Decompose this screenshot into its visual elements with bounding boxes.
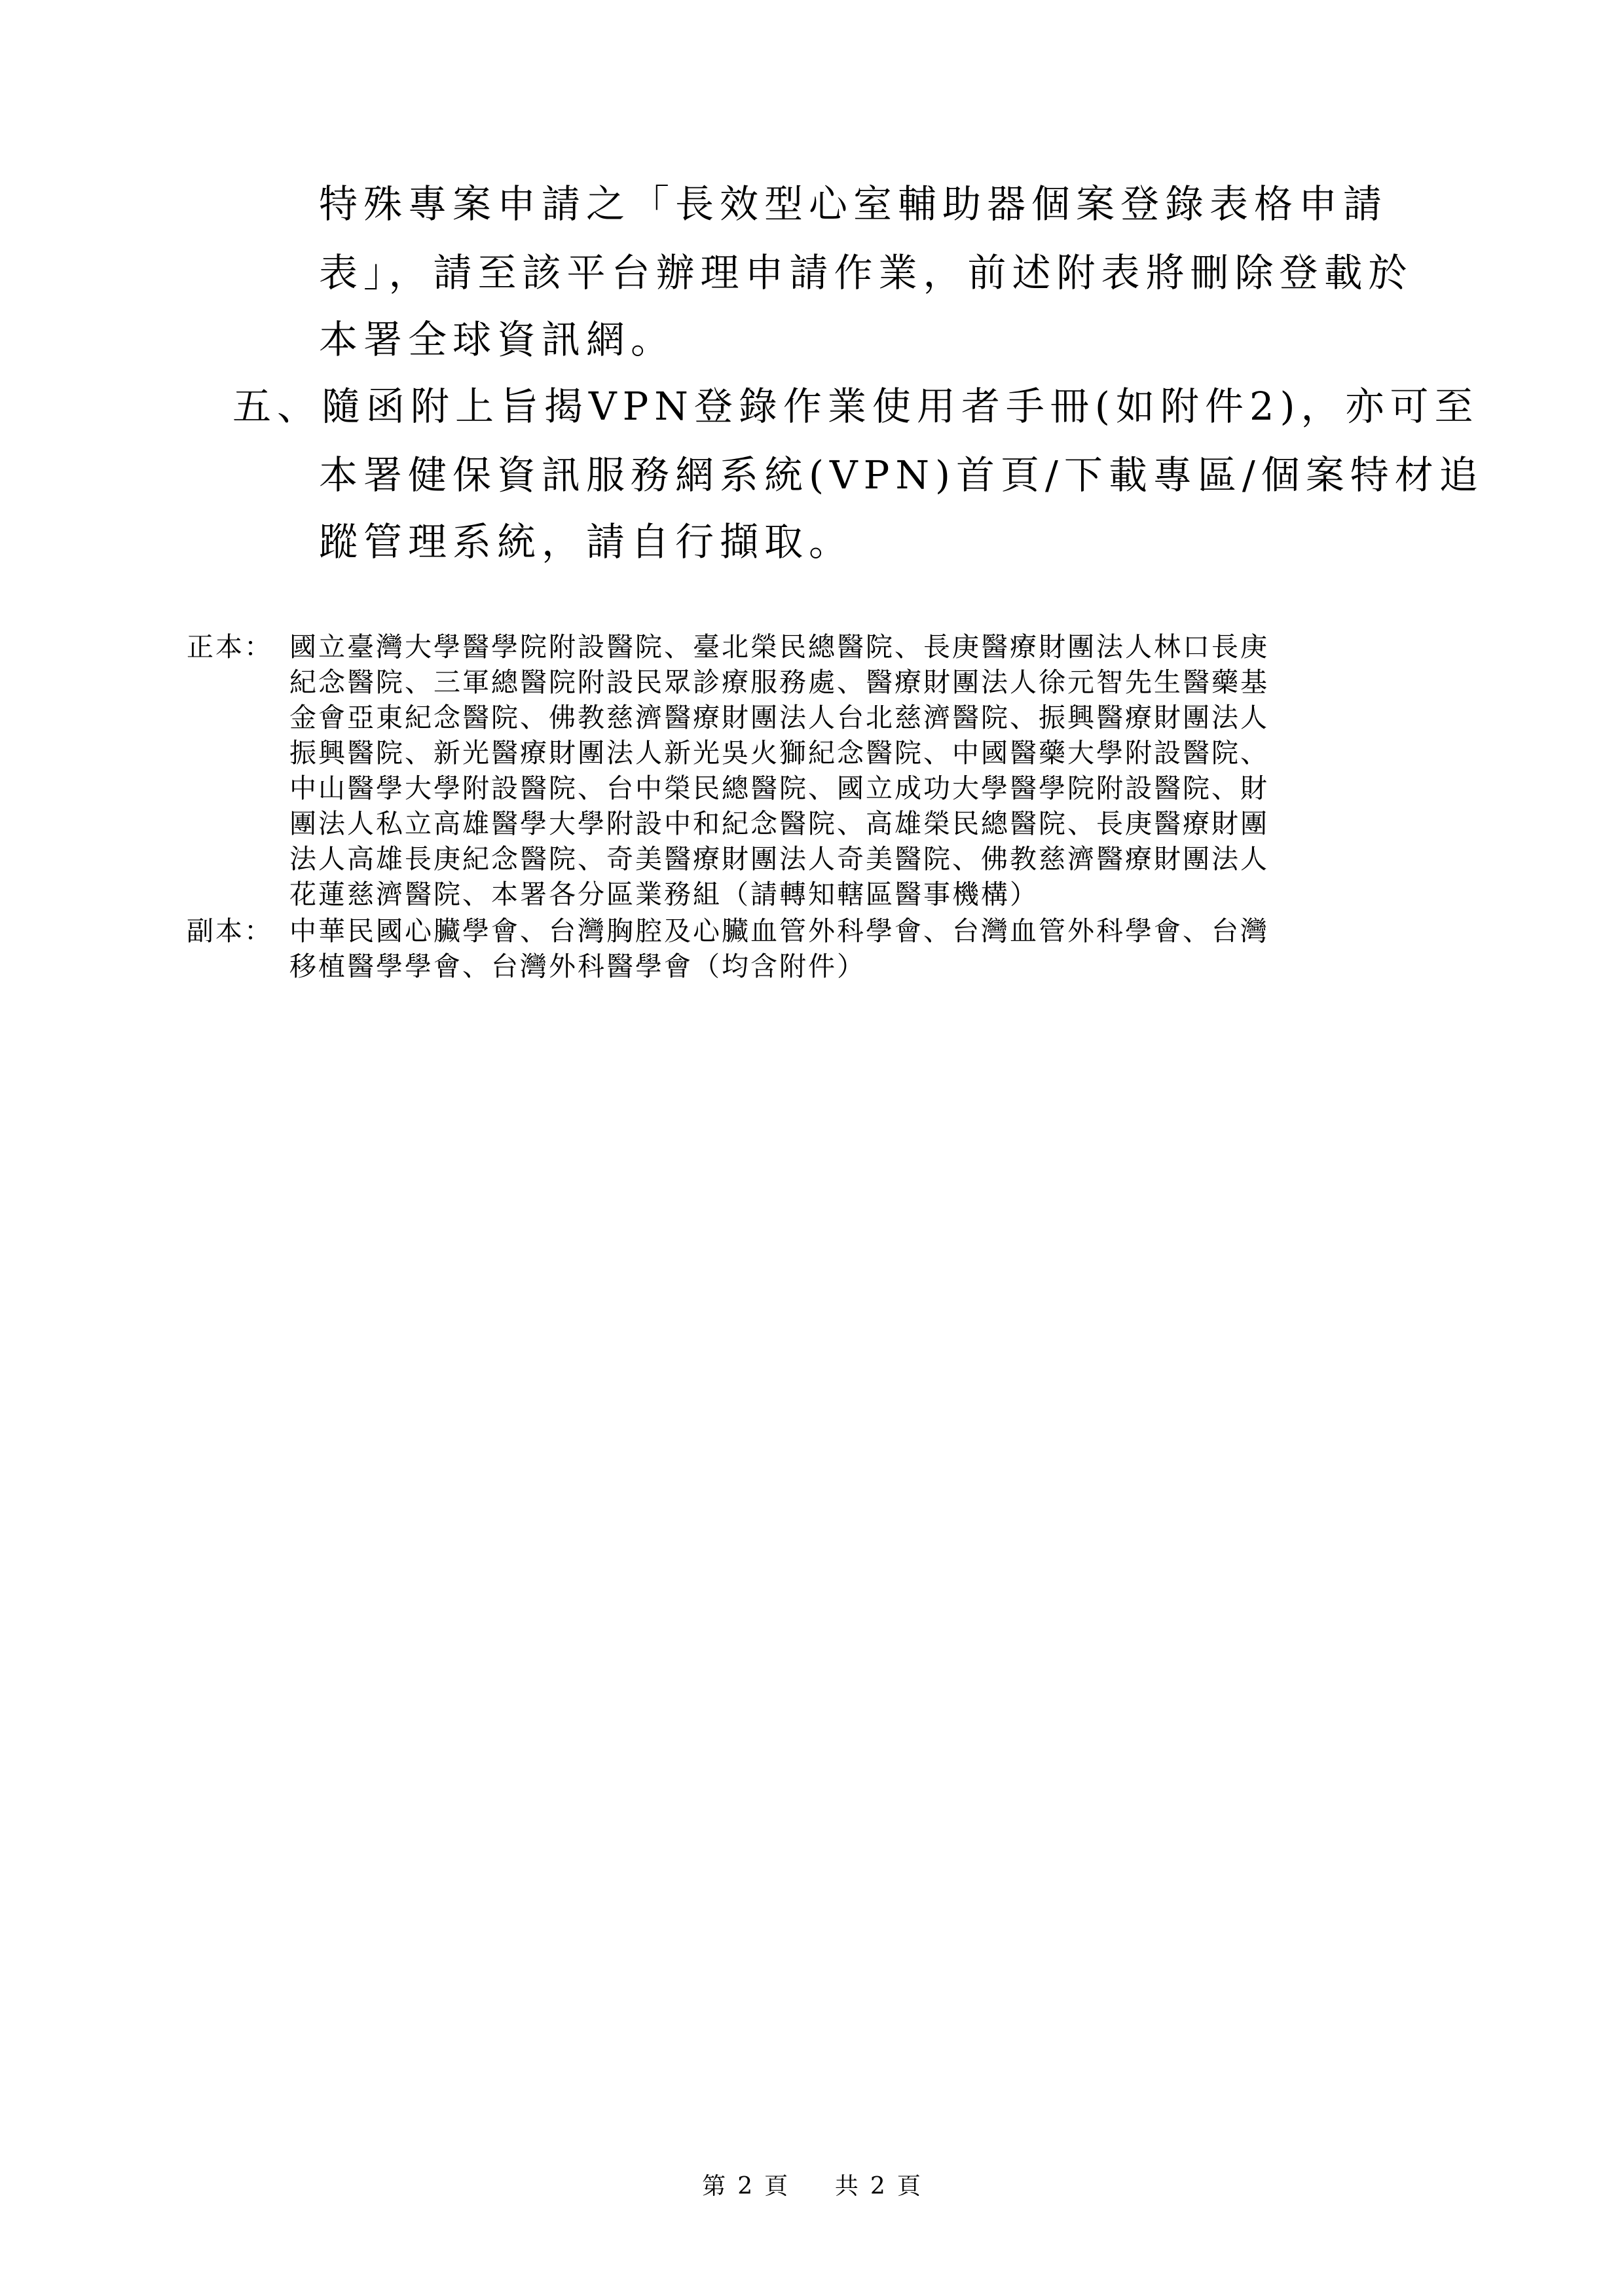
body-line-2: 表」，請至該平台辦理申請作業，前述附表將刪除登載於 [319, 250, 1413, 295]
copy-recipients-line-1 [187, 914, 1269, 948]
copy-recipient-text: 移植醫學學會、台灣外科醫學會（均含附件） [289, 951, 866, 982]
total-unit: 頁 [896, 2173, 922, 2200]
primary-recipient-text: 法人高雄長庚紀念醫院、奇美醫療財團法人奇美醫院、佛教慈濟醫療財團法人 [289, 843, 1269, 875]
body-line-5: 本署健保資訊服務網系統(VPN)首頁/下載專區/個案特材追 [319, 452, 1484, 498]
total-pages: 2 [870, 2173, 887, 2200]
primary-recipient-text: 中山醫學大學附設醫院、台中榮民總醫院、國立成功大學醫學院附設醫院、財 [289, 773, 1269, 804]
total-prefix: 共 [834, 2173, 860, 2200]
body-line-6: 蹤管理系統，請自行擷取。 [319, 519, 854, 564]
page-footer [0, 2172, 1624, 2201]
primary-recipient-text: 團法人私立高雄醫學大學附設中和紀念醫院、高雄榮民總醫院、長庚醫療財團 [289, 808, 1269, 839]
page-unit: 頁 [764, 2173, 790, 2200]
primary-recipient-text: 花蓮慈濟醫院、本署各分區業務組（請轉知轄區醫事機構） [289, 879, 1039, 910]
primary-recipients-line-1 [187, 630, 1269, 664]
primary-recipients-label: 正本： [187, 631, 273, 663]
copy-recipient-text: 中華民國心臟學會、台灣胸腔及心臟血管外科學會、台灣血管外科學會、台灣 [289, 915, 1269, 947]
primary-recipient-text: 振興醫院、新光醫療財團法人新光吳火獅紀念醫院、中國醫藥大學附設醫院、 [289, 737, 1269, 769]
page-number: 2 [737, 2173, 754, 2200]
body-line-1: 特殊專案申請之「長效型心室輔助器個案登錄表格申請 [319, 181, 1388, 227]
body-line-3: 本署全球資訊網。 [319, 317, 676, 362]
body-line-4: 五、隨函附上旨揭VPN登錄作業使用者手冊(如附件2)，亦可至 [232, 384, 1479, 429]
primary-recipient-text: 紀念醫院、三軍總醫院附設民眾診療服務處、醫療財團法人徐元智先生醫藥基 [289, 666, 1269, 698]
page-prefix: 第 [702, 2173, 728, 2200]
primary-recipient-text: 金會亞東紀念醫院、佛教慈濟醫療財團法人台北慈濟醫院、振興醫療財團法人 [289, 702, 1269, 733]
copy-recipients-label: 副本： [187, 915, 273, 947]
primary-recipient-text: 國立臺灣大學醫學院附設醫院、臺北榮民總醫院、長庚醫療財團法人林口長庚 [289, 631, 1269, 663]
